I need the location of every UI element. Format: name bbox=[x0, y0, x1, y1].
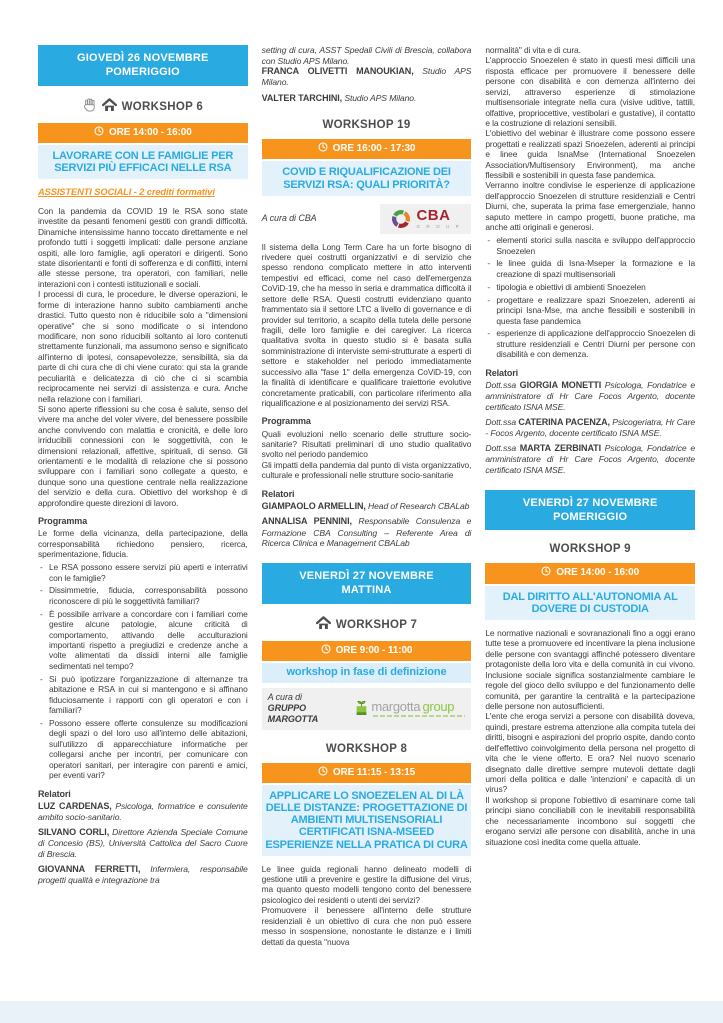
workshop-7-time-bar bbox=[262, 641, 472, 661]
speaker-role: Psicologa, Fondatrice e amministratore di Hr Care Focos Argento, docente certificato ISNA MSE. bbox=[485, 379, 696, 412]
section-label-relatori: Relatori bbox=[261, 488, 295, 499]
speaker-prefix: Dott.ssa bbox=[485, 443, 517, 454]
speaker-role: Psicologa, formatrice e consulente ambito socio-sanitario. bbox=[38, 800, 248, 822]
workshop-19-time-bar bbox=[262, 139, 472, 159]
speaker-entry bbox=[262, 501, 472, 512]
curator-text bbox=[268, 692, 356, 726]
speaker-entry bbox=[38, 864, 248, 886]
curator-name: GRUPPO MARGOTTA bbox=[267, 703, 319, 725]
speaker-name: GIAMPAOLO ARMELLIN, bbox=[261, 500, 366, 511]
clock-icon bbox=[318, 766, 328, 780]
day-banner-giovedi-pomeriggio: GIOVEDÌ 26 NOVEMBRE POMERIGGIO bbox=[38, 45, 248, 86]
speaker-entry bbox=[485, 443, 695, 475]
body-paragraph: Con la pandemia da COVID 19 le RSA sono state investite da pesanti fenomeni gestiti con grandi difficoltà. Dinamiche intensissime hanno toccato direttamente e nel profondo tutti i soggetti implicati: dalle persone anziane ospiti, alle loro famiglie, agli operatori e dirigenti. Sono state disorientanti e fonti di sofferenza e di conflitti, interni alle stesse persone, tra operatori, con familiari, nelle interazioni con i contesti istituzionali e sociali. bbox=[38, 205, 248, 289]
workshop-19-time: ORE 16:00 - 17:30 bbox=[332, 143, 416, 155]
body-paragraph: Le linee guida regionali hanno delineato modelli di gestione utili a prevenire e gestire la diffusione del virus, ma quanto questo modelli tengono conto del benessere psicologico dei residenti o utenti dei servizi? bbox=[261, 863, 472, 905]
bullet-item: - Si può ipotizzare l'organizzazione di alternanze tra abitazione e RSA in cui si mantengono e si affinano fiduciosamente i rapporti con gli operatori e con i familiari? bbox=[38, 674, 248, 716]
bullet-item: - elementi storici sulla nascita e sviluppo dell'approccio Snoezelen bbox=[485, 235, 695, 256]
workshop-9-label: WORKSHOP 9 bbox=[549, 543, 631, 556]
clock-icon bbox=[321, 644, 331, 658]
programma-item: Quali evoluzioni nello scenario delle strutture socio-sanitarie? Risultati preliminari di uno studio qualitativo svolto nel periodo pandemico bbox=[261, 428, 472, 460]
clock-icon bbox=[541, 566, 551, 580]
workshop-6-time-bar bbox=[38, 123, 248, 143]
speaker-name: LUZ CARDENAS, bbox=[38, 800, 112, 811]
body-paragraph: Il sistema della Long Term Care ha un forte bisogno di rivedere quei costrutti organizzativi e di servizio che spesso rendono complicato mettere in atto interventi tempestivi ed efficaci, come nel caso dell'emergenza CoViD-19, che ha messo in seria e drammatica difficoltà il settore delle RSA. Questi costrutti evidenziano quanto frammentato sia il settore LTC a livello di governance e di provider sul territorio, a scapito della tutela delle persone fragili, delle loro famiglie e dei caregiver. La ricerca qualitativa svolta in questo studio si è basata sulla somministrazione di interviste semi-strutturate a esperti di settore e stakeholder nel periodo immediatamente successivo alla "fase 1" della emergenza CoViD-19, con la finalità di identificare e qualificare traiettorie evolutive concretamente praticabili, con particolare riferimento alla riqualificazione e al posizionamento dei servizi RSA. bbox=[261, 241, 472, 408]
workshop-19-title: COVID E RIQUALIFICAZIONE DEI SERVIZI RSA: QUALI PRIORITÀ? bbox=[262, 161, 472, 195]
workshop-6-heading bbox=[38, 98, 248, 116]
speaker-role: Head of Research CBALab bbox=[368, 500, 470, 511]
margotta-tagline bbox=[373, 715, 465, 718]
speaker-name: FRANCA OLIVETTI MANOUKIAN, bbox=[261, 66, 414, 77]
speaker-prefix: Dott.ssa bbox=[485, 416, 517, 427]
body-paragraph: normalità" di vita e di cura. bbox=[485, 45, 581, 55]
workshop-7-label: WORKSHOP 7 bbox=[335, 618, 418, 631]
credits-note: ASSISTENTI SOCIALI - 2 crediti formativi bbox=[38, 187, 215, 198]
house-icon bbox=[316, 616, 331, 634]
clock-icon bbox=[318, 142, 328, 156]
body-paragraph: Verranno inoltre condivise le esperienze di applicazione dell'approccio Snoezelen di strutture residenziali e Centri Diurni, che, superata la prima fase emergenziale, hanno saputo mettere in campo progetti, buone pratiche, ma anche atti originali e generosi. bbox=[485, 180, 696, 233]
bullet-item: - esperienze di applicazione dell'approccio Snoezelen di strutture residenziali e Centri Diurni per persone con disabilità e con demenza. bbox=[485, 328, 695, 359]
speaker-entry bbox=[262, 66, 472, 88]
curator-text: A cura di CBA bbox=[261, 212, 317, 223]
speaker-role: Psicologa, Fondatrice e amministratore di Hr Care Focos Argento, docente certificato ISNA MSE. bbox=[485, 443, 696, 475]
speaker-entry bbox=[485, 380, 695, 412]
bullet-item: - È possibile arrivare a concordare con i familiari come gestire alcune patologie, alcune criticità di comportamento, attivando delle acculturazioni importanti rispetto a pregiudizi e credenze anche a volte alimentati da dissidi interni alle famiglie sedimentati nel tempo? bbox=[38, 609, 248, 672]
margotta-logo bbox=[355, 700, 465, 718]
speaker-entry bbox=[262, 93, 472, 104]
speaker-name: ANNALISA PENNINI, bbox=[261, 516, 352, 527]
workshop-8-heading bbox=[262, 742, 472, 756]
cba-logo bbox=[380, 204, 471, 234]
workshop-7-curator-row bbox=[262, 688, 472, 730]
bullet-item: - Dissimmetrie, fiducia, corresponsabilità possono riconoscere di più le soggettività familiari? bbox=[38, 585, 248, 606]
workshop-7-time: ORE 9:00 - 11:00 bbox=[335, 644, 413, 656]
speaker-name: SILVANO CORLI, bbox=[38, 827, 110, 837]
day-banner-venerdi-pomeriggio: VENERDÌ 27 NOVEMBRE POMERIGGIO bbox=[485, 490, 695, 531]
margotta-logo-mark bbox=[355, 700, 368, 717]
column-1 bbox=[38, 45, 248, 947]
workshop-6-time: ORE 14:00 - 16:00 bbox=[108, 126, 192, 138]
workshop-9-time-bar bbox=[485, 563, 695, 583]
body-paragraph: Il workshop si propone l'obiettivo di esaminare come tali principi siano conciliabili con le inevitabili responsabilità che necessariamente incombono sui soggetti che erogano servizi alle persone con disabilità, anche in una situazione così inedita come quella attuale. bbox=[485, 794, 696, 847]
speaker-role: Infermiera, responsabile progetti qualità e integrazione tra bbox=[38, 863, 248, 886]
speaker-entry bbox=[38, 801, 248, 823]
workshop-9-title: DAL DIRITTO ALL'AUTONOMIA AL DOVERE DI CUSTODIA bbox=[485, 586, 695, 620]
body-paragraph: Le normative nazionali e sovranazionali fino a oggi erano tutte tese a promuovere ed incentivare la piena inclusione delle persone con svantaggi affinché potessero diventare protagoniste della loro vita e della comunità in cui vivono. Inclusione sociale significa sostanzialmente cambiare le regole del gioco dello sviluppo e del funzionamento delle comunità, per garantire la centralità e la partecipazione delle persone non autosufficienti. bbox=[485, 628, 696, 712]
footer-band bbox=[0, 1001, 723, 1023]
speaker-entry bbox=[38, 827, 248, 859]
body-paragraph: L'obiettivo del webinar è illustrare come possono essere progettati e realizzati spazi Snoezelen, aderenti ai principi e linee guida IsnaMse (International Snoezelen Association/Multisensory Environment), ma anche flessibili e sostenibili in questa fase pandemica. bbox=[485, 128, 696, 181]
body-paragraph: L'ente che eroga servizi a persone con disabilità doveva, quindi, prestare estrema attenzione alla compita tutela dei diritti, bisogni e aspirazioni del proprio ospite, dando conto dell'effettivo coinvolgimento della persona nel progetto di vita che le viene offerto. E ora? Nel nuovo scenario disegnato dalle direttive sempre mutevoli dettate dagli umori della politica e dalle 'intenzioni' e capacità di un virus? bbox=[485, 711, 696, 795]
house-icon bbox=[102, 98, 117, 116]
bullet-item: - tipologia e obiettivi di ambienti Snoezelen bbox=[485, 282, 695, 292]
workshop-8-title: APPLICARE LO SNOEZELEN AL DI LÀ DELLE DISTANZE: PROGETTAZIONE DI AMBIENTI MULTISENSORIALI CERTIFICATI ISNA-MSEED ESPERIENZE NELLA PRATICA DI CURA bbox=[262, 785, 472, 855]
workshop-8-time: ORE 11:15 - 13:15 bbox=[332, 766, 416, 778]
bullet-item: - progettare e realizzare spazi Snoezelen, aderenti ai principi Isna-Mse, ma anche flessibili e sostenibili in questa fase pandemica bbox=[485, 295, 695, 326]
margotta-wordmark: margotta bbox=[371, 698, 421, 714]
workshop-6-label: WORKSHOP 6 bbox=[121, 100, 204, 113]
workshop-8-time-bar bbox=[262, 763, 472, 783]
body-paragraph: Si sono aperte riflessioni su che cosa è salute, senso del vivere ma anche del voler vivere, del benessere possibile anche convivendo con malattia e cronicità, e delle loro irriducibili connessioni con le soggettività, con le dimensioni relazionali, affettive, spirituali, di senso. Gli orientamenti e le modalità di relazione che si possono sviluppare con i familiari sono collegate a questo, e dunque sono una questione centrale nella realizzazione del servizio e della cura. Obiettivo del workshop è di approfondire queste direzioni di lavoro. bbox=[38, 403, 248, 508]
workshop-19-heading bbox=[262, 118, 472, 132]
section-label-programma: Programma bbox=[38, 516, 88, 527]
speaker-role: Studio APS Milano. bbox=[344, 92, 417, 103]
section-label-relatori: Relatori bbox=[38, 788, 71, 799]
bullet-item: - Le RSA possono essere servizi più aperti e interrativi con le famiglie? bbox=[38, 562, 248, 583]
workshop-7-status: workshop in fase di definizione bbox=[262, 663, 472, 683]
section-label-programma: Programma bbox=[261, 416, 311, 427]
margotta-group-text: group bbox=[422, 698, 455, 714]
column-3 bbox=[485, 45, 695, 947]
bullet-item: - Possono essere offerte consulenze su modificazioni degli spazi o del loro uso all'interno delle abitazioni, sull'utilizzo di apparecchiature informatiche per collegarsi anche per incontri, per comunicare con operatori sanitari, per interagire con parenti e amici, per eventi vari? bbox=[38, 718, 248, 781]
workshop-9-time: ORE 14:00 - 16:00 bbox=[556, 567, 640, 579]
speaker-name: CATERINA PACENZA, bbox=[518, 416, 610, 427]
speaker-role: Psicogeriatra, Hr Care - Focos Argento, docente certificato ISNA MSE. bbox=[485, 416, 696, 439]
cba-logo-wordmark: CBA bbox=[416, 206, 451, 224]
clock-icon bbox=[94, 126, 104, 140]
bullet-item: - le linee guida di Isna-Mseper la formazione e la creazione di spazi multisensoriali bbox=[485, 258, 695, 279]
speaker-role: Direttore Azienda Speciale Comune di Concesio (BS), Università Cattolica del Sacro Cuore di Brescia. bbox=[38, 827, 248, 859]
curator-prefix: A cura di bbox=[267, 691, 302, 702]
workshop-19-label: WORKSHOP 19 bbox=[322, 118, 411, 131]
speaker-entry bbox=[485, 417, 695, 439]
speaker-name: GIORGIA MONETTI bbox=[519, 379, 602, 390]
speaker-entry bbox=[262, 516, 472, 548]
speaker-role: Responsabile Consulenza e Formazione CBA Consulting – Referente Area di Ricerca Clinica e Management CBALab bbox=[261, 516, 472, 549]
workshop-9-heading bbox=[485, 542, 695, 556]
workshop-19-curator-row bbox=[262, 204, 472, 234]
workshop-6-title: LAVORARE CON LE FAMIGLIE PER SERVIZI PIÙ EFFICACI NELLE RSA bbox=[38, 145, 248, 179]
cba-logo-group-text: G R O U P bbox=[416, 223, 462, 229]
programma-item: Gli impatti della pandemia dal punto di vista organizzativo, culturale e professionali nelle strutture socio-sanitarie bbox=[261, 459, 472, 481]
speaker-name: VALTER TARCHINI, bbox=[261, 92, 343, 103]
body-paragraph: Promuovere il benessere all'interno delle strutture residenziali è un obiettivo di cura che non può essere messo in sospensione, nonostante le distanze e i limiti dettati da questa "nuova bbox=[261, 905, 472, 947]
speaker-name: GIOVANNA FERRETTI, bbox=[38, 863, 141, 874]
continuation-role-text: setting di cura, ASST Spedali Civili di Brescia, collabora con Studio APS Milano. bbox=[261, 45, 472, 66]
day-banner-venerdi-mattina: VENERDÌ 27 NOVEMBRE MATTINA bbox=[262, 563, 472, 604]
speaker-role: Studio APS Milano. bbox=[261, 66, 472, 88]
column-2 bbox=[262, 45, 472, 947]
speaker-name: MARTA ZERBINATI bbox=[519, 443, 601, 454]
section-label-relatori: Relatori bbox=[485, 367, 519, 378]
body-paragraph: I processi di cura, le procedure, le diverse operazioni, le forme di interazione hanno subito cambiamenti anche drastici. Tutto questo non è riducibile solo a "dimensioni operative" che si sono modificate o si intendono modificare, non sono riducibili soltanto ai loro contenuti strettamente funzionali, ma assumono senso e significato all'interno di ipotesi, consapevolezze, sensibilità, sia da parte di chi cura che di chi viene curato: qui sta la grande peculiarità e delicatezza di ciò che ci si scambia reciprocamente nei servizi di assistenza e cura. Anche nella relazione con i familiari. bbox=[38, 289, 248, 404]
programma-intro: Le forme della vicinanza, della partecipazione, della corresponsabilità richiedono pensiero, ricerca, sperimentazione, fiducia. bbox=[38, 528, 248, 560]
workshop-8-label: WORKSHOP 8 bbox=[325, 742, 408, 755]
raised-hand-icon bbox=[83, 98, 97, 116]
workshop-7-heading bbox=[262, 616, 472, 634]
speaker-prefix: Dott.ssa bbox=[485, 379, 517, 390]
cba-logo-mark bbox=[390, 208, 412, 230]
body-paragraph: L'approccio Snoezelen è stato in questi mesi difficili una risposta efficace per promuovere il benessere delle persone con disabilità e con demenza all'interno dei servizi, attraverso esperienze di stimolazione multisensoriale integrate nella cura (visive uditive, tattili, olfattive, propriocettive, vestibolari e gustative), il contatto e la costruzione di relazioni sensibili. bbox=[485, 55, 696, 128]
